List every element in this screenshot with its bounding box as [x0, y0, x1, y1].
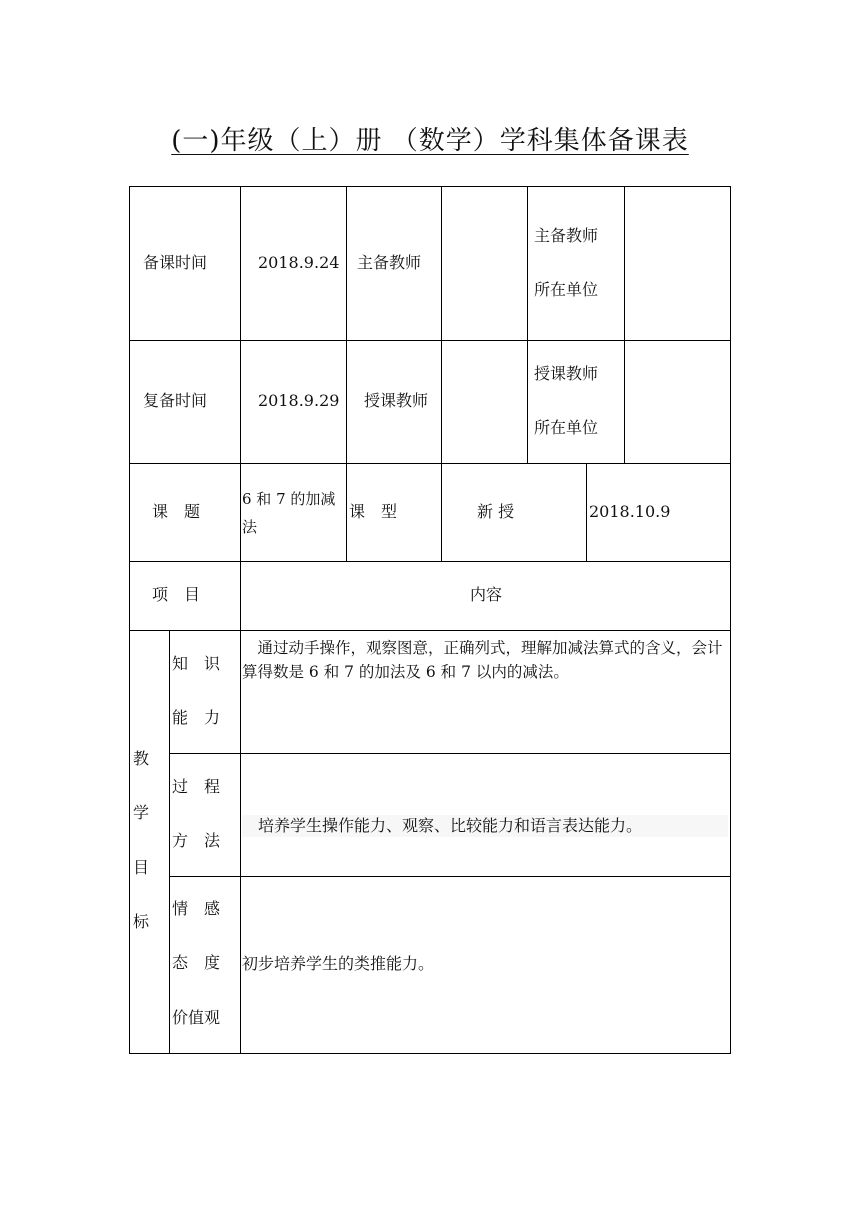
column-divider [527, 186, 528, 463]
goals-side-label-1: 教 [133, 749, 150, 768]
knowledge-label-line2: 能 力 [172, 708, 221, 727]
row-divider [129, 463, 731, 464]
emotion-label-line2: 态 度 [172, 953, 221, 972]
row-divider [169, 753, 731, 754]
knowledge-label-line1: 知 识 [172, 654, 221, 673]
item-label: 项 目 [152, 585, 201, 604]
emotion-label-line1: 情 感 [172, 899, 221, 918]
emotion-goal-text: 初步培养学生的类推能力。 [242, 954, 435, 973]
lesson-plan-table [129, 186, 731, 1054]
date-value: 2018.10.9 [589, 502, 671, 521]
review-time-label: 复备时间 [143, 391, 208, 410]
process-label-line2: 方 法 [172, 831, 221, 850]
teach-teacher-label: 授课教师 [364, 391, 429, 410]
row-divider [129, 340, 731, 341]
column-divider [346, 186, 347, 561]
review-time-value: 2018.9.29 [258, 391, 340, 410]
knowledge-goal-text: 通过动手操作，观察图意，正确列式，理解加减法算式的含义，会计算得数是 6 和 7 的加法及 6 和 7 以内的减法。 [242, 639, 723, 681]
row-divider [129, 630, 731, 631]
row-divider [129, 561, 731, 562]
column-divider [441, 186, 442, 561]
type-label: 课 型 [349, 502, 398, 521]
goals-side-label-4: 标 [133, 912, 150, 931]
page-title: (一)年级（上）册 （数学）学科集体备课表 [171, 126, 689, 156]
goals-side-label-2: 学 [133, 803, 150, 822]
column-divider [586, 463, 587, 561]
topic-value: 6 和 7 的加减法 [242, 490, 336, 536]
lead-teacher-label: 主备教师 [357, 253, 422, 272]
teach-unit-label-line2: 所在单位 [534, 418, 599, 437]
lead-unit-label-line1: 主备教师 [534, 226, 599, 245]
process-goal-text: 培养学生操作能力、观察、比较能力和语言表达能力。 [242, 816, 643, 835]
topic-label: 课 题 [152, 502, 201, 521]
content-label: 内容 [470, 585, 503, 604]
prep-time-value: 2018.9.24 [258, 253, 340, 272]
goals-side-label-3: 目 [133, 858, 150, 877]
teach-unit-label-line1: 授课教师 [534, 364, 599, 383]
type-value: 新 授 [477, 502, 515, 521]
column-divider [624, 186, 625, 463]
row-divider [169, 876, 731, 877]
process-label-line1: 过 程 [172, 777, 221, 796]
emotion-label-line3: 价值观 [172, 1008, 221, 1027]
prep-time-label: 备课时间 [143, 253, 208, 272]
column-divider [240, 186, 241, 1054]
lead-unit-label-line2: 所在单位 [534, 280, 599, 299]
column-divider [169, 630, 170, 1054]
